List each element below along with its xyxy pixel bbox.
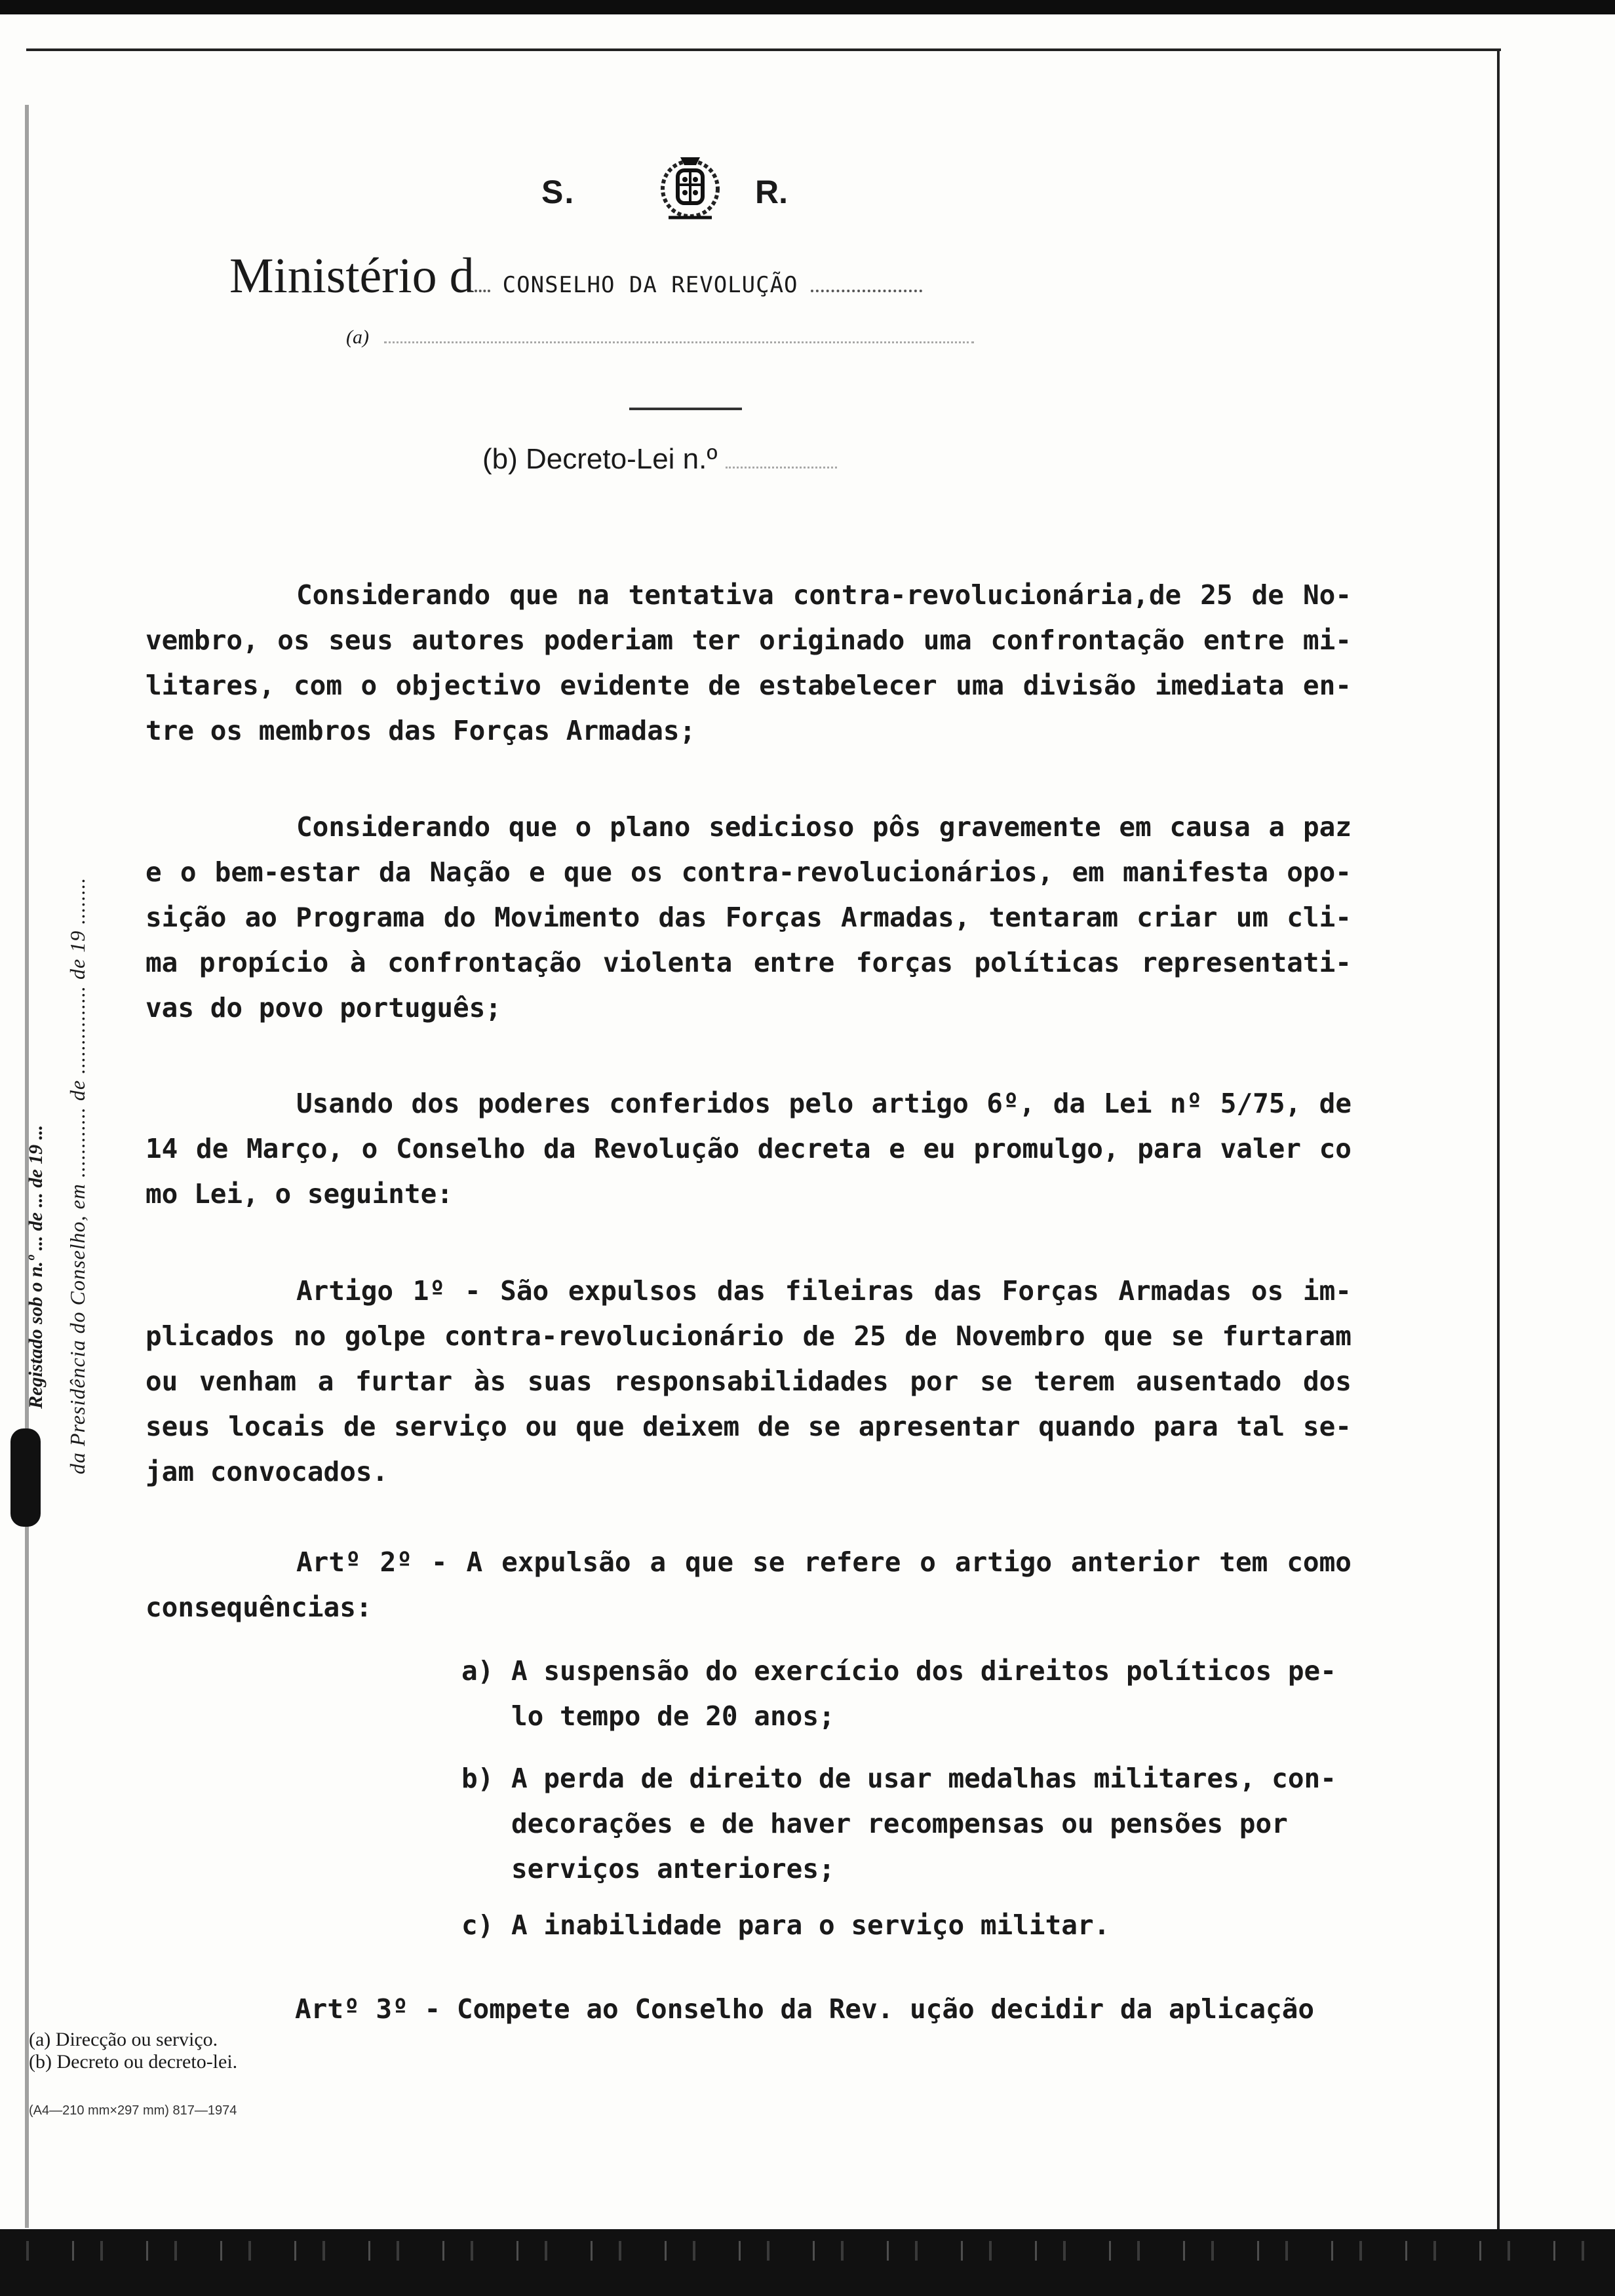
footnote-b: (b) Decreto ou decreto-lei. [29, 2051, 238, 2073]
article-1 [146, 1269, 1352, 1495]
frame-line-top [26, 48, 1501, 51]
decree-label: (b) Decreto-Lei n.º [482, 443, 718, 475]
paragraph-1 [146, 573, 1352, 754]
paragraph-2 [146, 805, 1352, 1031]
paragraph-3 [146, 1081, 1352, 1217]
article-2 [146, 1540, 1352, 1630]
text-line: Artigo 1º - São expulsos das fileiras das Forças Armadas os im- [296, 1275, 1352, 1307]
direction-line [346, 326, 974, 349]
text-line: 14 de Março, o Conselho da Revolução decreta e eu promulgo, para valer co [146, 1133, 1352, 1164]
text-line: tre os membros das Forças Armadas; [146, 715, 696, 746]
text-line: lo tempo de 20 anos; [511, 1700, 835, 1732]
text-line: A inabilidade para o serviço militar. [511, 1909, 1110, 1941]
text-line: seus locais de serviço ou que deixem de se apresentar quando para tal se- [146, 1411, 1352, 1442]
ministry-name: CONSELHO DA REVOLUÇÃO [502, 272, 798, 298]
text-line: jam convocados. [146, 1456, 389, 1487]
ministry-line [229, 248, 922, 305]
text-line: Usando dos poderes conferidos pelo artigo 6º, da Lei nº 5/75, de [296, 1088, 1352, 1119]
scan-border-bottom [0, 2229, 1615, 2296]
header-s-letter: S. [541, 174, 575, 210]
text-line: litares, com o objectivo evidente de estabelecer uma divisão imediata en- [146, 670, 1352, 701]
text-line: plicados no golpe contra-revolucionário de 25 de Novembro que se furtaram [146, 1320, 1352, 1352]
marker-a: (a) [346, 326, 369, 348]
print-code: (A4—210 mm×297 mm) 817—1974 [29, 2103, 237, 2118]
text-line: ma propício à confrontação violenta entre forças políticas representati- [146, 947, 1352, 978]
text-line: sição ao Programa do Movimento das Forças Armadas, tentaram criar um cli- [146, 902, 1352, 933]
text-line: serviços anteriores; [511, 1853, 835, 1885]
footnote-a: (a) Direcção ou serviço. [29, 2029, 218, 2050]
text-line: consequências: [146, 1592, 372, 1623]
decree-number-line [482, 443, 837, 476]
text-line: vembro, os seus autores poderiam ter originado uma confrontação entre mi- [146, 624, 1352, 656]
article-3: Artº 3º - Compete ao Conselho da Rev. ução decidir da aplicação [295, 1993, 1315, 2025]
margin-presidencia-text: da Presidência do Conselho, em ............ de ............... de 19 ........ [66, 877, 89, 1474]
margin-registo-text: Registado sob o n.º ... de ... de 19 ... [25, 1124, 47, 1409]
item-label: b) [461, 1763, 494, 1794]
text-line: A suspensão do exercício dos direitos políticos pe- [511, 1655, 1336, 1687]
text-line: A perda de direito de usar medalhas militares, con- [511, 1763, 1336, 1794]
text-line: Considerando que o plano sedicioso pôs gravemente em causa a paz [296, 811, 1352, 843]
coat-of-arms-icon [649, 145, 731, 228]
text-line: vas do povo português; [146, 992, 502, 1024]
text-line: ou venham a furtar às suas responsabilidades por se terem ausentado dos [146, 1366, 1352, 1397]
header-r-letter: R. [755, 174, 788, 210]
ink-blot [10, 1428, 41, 1527]
ministry-label: Ministério d [229, 248, 475, 303]
frame-line-right [1497, 50, 1500, 2229]
item-label: a) [461, 1655, 494, 1687]
text-line: mo Lei, o seguinte: [146, 1178, 453, 1210]
divider-ornament [629, 408, 742, 410]
text-line: decorações e de haver recompensas ou pensões por [511, 1808, 1288, 1839]
text-line: Artº 2º - A expulsão a que se refere o artigo anterior tem como [296, 1546, 1352, 1578]
text-line: e o bem-estar da Nação e que os contra-revolucionários, em manifesta opo- [146, 856, 1352, 888]
text-line: Considerando que na tentativa contra-revolucionária,de 25 de No- [296, 579, 1352, 611]
scan-border-top [0, 0, 1615, 14]
item-label: c) [461, 1909, 494, 1941]
